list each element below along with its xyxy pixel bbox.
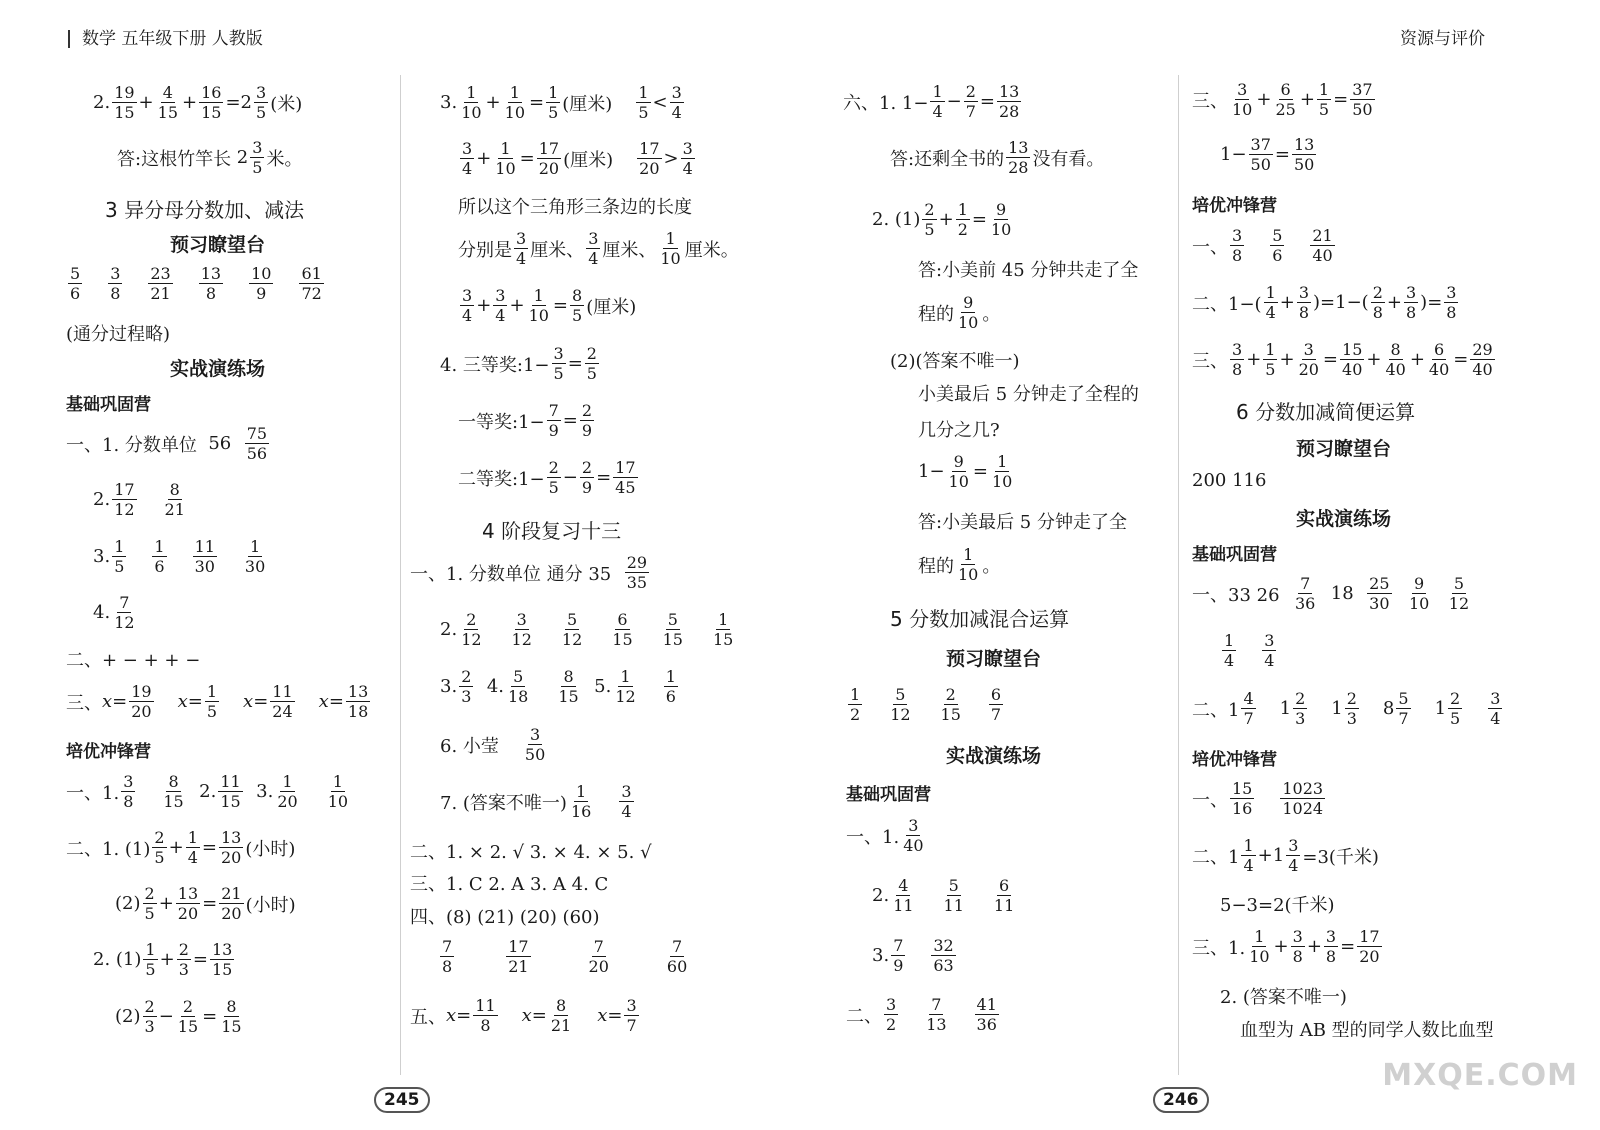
answer-line: 答:小美最后 5 分钟走了全 [918, 512, 1127, 533]
answer-line: 一等奖:1− $\frac{7}{9}$ = 2 9 [458, 401, 593, 440]
book-title: 数学 五年级下册 人教版 [82, 29, 263, 49]
header-bar [68, 30, 70, 48]
answer-line: 2. 2 12 3 12 5 12 6 15 5 15 1 15 [440, 610, 734, 649]
answer-line: 一、 15 16 1023 1024 [1192, 779, 1324, 818]
answer-line: 一、1. 3 40 [846, 816, 924, 855]
answer-line: 2. 17 12 8 21 [93, 480, 185, 519]
answer-line: 答:还剩全书的 13 28 没有看。 [890, 138, 1105, 177]
answer-line: 3. 7 9 32 63 [872, 936, 954, 975]
answer-line: 3 4 + 3 4 + 1 10 = 8 5 (厘米) [462, 286, 637, 325]
column-divider [1178, 75, 1179, 1075]
subsection-title: 实战演练场 [170, 358, 266, 380]
answer-line: 3. 2 3 4. 5 18 8 15 5. 1 12 1 6 [440, 667, 676, 706]
answer-line: 2. 4 11 5 11 6 11 [872, 876, 1015, 915]
subsection-title: 预习瞭望台 [1296, 438, 1392, 460]
answer-line: 200 116 [1192, 470, 1267, 491]
answer-line: 三、1. 1 10 + 3 8 + 3 8 = 17 20 [1192, 927, 1380, 966]
answer-line: 三、 3 8 + 1 5 + 3 20 = 15 40 + 8 40 + 6 40 = 29 40 [1192, 340, 1493, 379]
note: (通分过程略) [66, 324, 171, 345]
answer-line: 一、1. 3 8 8 15 2. 11 15 3. 1 20 1 10 [66, 772, 349, 811]
section-title: 4 阶段复习十三 [482, 519, 622, 543]
answer-line: 1 2 5 12 2 15 6 7 [850, 685, 1002, 724]
answer-line: 一、1. 分数单位 通分 35 29 35 [410, 553, 648, 592]
answer-line: 二、 3 2 7 13 41 36 [846, 995, 997, 1034]
answer-line: 三、 x = 19 20 x = 1 5 x = 11 24 x = 13 18 [66, 682, 369, 721]
watermark: MXQE.COM [1382, 1058, 1578, 1093]
subsection-title: 实战演练场 [1296, 508, 1392, 530]
answer-line: 2. (1) 1 5 + 2 3 = 13 15 [93, 940, 233, 979]
answer-line: 几分之几? [918, 420, 1000, 441]
answer-line: 二、1−( 1 4 + 3 8 )=1−( 2 8 + 3 8 )= 3 8 [1192, 283, 1457, 322]
answer-line: 程的 9 10 。 [918, 293, 1001, 332]
answer-line: 3. 1 10 + 1 10 = 1 5 (厘米) 1 5 < 3 4 [440, 83, 682, 122]
answer-line: 4. 三等奖:1− $\frac{3}{5}$ = 2 5 [440, 344, 597, 383]
answer-line: 程的 1 10 。 [918, 545, 1001, 584]
block-title: 基础巩固营 [846, 785, 931, 805]
answer-line: 1 4 3 4 [1224, 631, 1275, 670]
column-divider [400, 75, 401, 1075]
block-title: 基础巩固营 [66, 395, 151, 415]
answer-line: 二等奖:1− $\frac{2}{5}$ − 2 9 = 17 45 [458, 458, 636, 497]
block-title: 培优冲锋营 [66, 742, 151, 762]
answer-line: 小美最后 5 分钟走了全程的 [918, 384, 1139, 405]
answer-line: 分别是 3 4 厘米、 3 4 厘米、 1 10 厘米。 [458, 229, 739, 268]
answer-line: 二、1 4 7 1 2 3 1 2 3 8 5 7 1 2 5 3 4 [1192, 689, 1501, 728]
answer-line: 2. (1) 2 5 + 1 2 = 9 10 [872, 200, 1012, 239]
answer-line: 二、1 1 4 +1 $\frac{3}{4}$ =3(千米) [1192, 836, 1379, 875]
answer-line: 一、33 26 7 36 18 25 30 9 10 5 12 [1192, 574, 1470, 613]
answer-line: 一、1. 分数单位 56 75 56 [66, 424, 268, 463]
answer-line: 血型为 AB 型的同学人数比血型 [1240, 1020, 1494, 1041]
answer-line: 1− 9 10 = 1 10 [918, 452, 1013, 491]
block-title: 基础巩固营 [1192, 545, 1277, 565]
answer-line: 3 4 + 1 10 = 17 20 (厘米) 17 20 > 3 4 [462, 139, 693, 178]
answer-line: 六、1. 1− $\frac{1}{4}$ − 2 7 = 13 28 [843, 82, 1020, 121]
answer-line: 答:这根竹竿长 2 3 5 米。 [117, 138, 303, 177]
answer-line: 二、+ − + + − [66, 650, 201, 671]
section-title: 3 异分母分数加、减法 [105, 198, 305, 222]
answer-line: 5 6 3 8 23 21 13 8 10 9 61 72 [70, 264, 322, 303]
header-left [68, 24, 263, 49]
answer-line: 2. (答案不唯一) [1220, 987, 1347, 1008]
answer-line: 7. (答案不唯一) 1 16 3 4 [440, 782, 632, 821]
answer-line: (2) 2 5 + 13 20 = 21 20 (小时) [115, 884, 296, 923]
answer-line: 三、1. C 2. A 3. A 4. C [410, 874, 609, 895]
answer-line: 3. 1 5 1 6 11 30 1 30 [93, 537, 266, 576]
subsection-title: 预习瞭望台 [170, 234, 266, 256]
answer-line: 6. 小莹 3 50 [440, 725, 546, 764]
page-number-right: 246 [1153, 1087, 1209, 1113]
subsection-title: 实战演练场 [946, 745, 1042, 767]
section-title: 5 分数加减混合运算 [890, 607, 1070, 631]
answer-line: 答:小美前 45 分钟共走了全 [918, 260, 1139, 281]
answer-line: 所以这个三角形三条边的长度 [458, 197, 692, 218]
answer-line: 二、1. (1) 2 5 + 1 4 = 13 20 (小时) [66, 828, 296, 867]
answer-line: (2)(答案不唯一) [890, 351, 1020, 372]
answer-line: 7 8 17 21 7 20 7 60 [442, 937, 688, 976]
block-title: 培优冲锋营 [1192, 196, 1277, 216]
answer-line: (2) 2 3 − 2 15 = 8 15 [115, 997, 242, 1036]
answer-line: 1− 37 50 = 13 50 [1220, 135, 1315, 174]
answer-line: 5−3=2(千米) [1220, 895, 1335, 916]
header-right: 资源与评价 [1400, 29, 1485, 49]
block-title: 培优冲锋营 [1192, 750, 1277, 770]
answer-line: 三、 3 10 + 6 25 + 1 5 = 37 50 [1192, 80, 1373, 119]
answer-line: 二、1. × 2. √ 3. × 4. × 5. √ [410, 842, 652, 863]
answer-line: 一、 3 8 5 6 21 40 [1192, 226, 1333, 265]
answer-line: 2. 19 15 + 4 15 + 16 15 =2 3 5 (米) [93, 83, 303, 122]
answer-line: 4. 7 12 [93, 593, 135, 632]
subsection-title: 预习瞭望台 [946, 648, 1042, 670]
section-title: 6 分数加减简便运算 [1236, 400, 1416, 424]
answer-line: 五、 x = 11 8 x = 8 21 x = 3 7 [410, 996, 637, 1035]
answer-line: 四、(8) (21) (20) (60) [410, 907, 600, 928]
page-number-left: 245 [374, 1087, 430, 1113]
